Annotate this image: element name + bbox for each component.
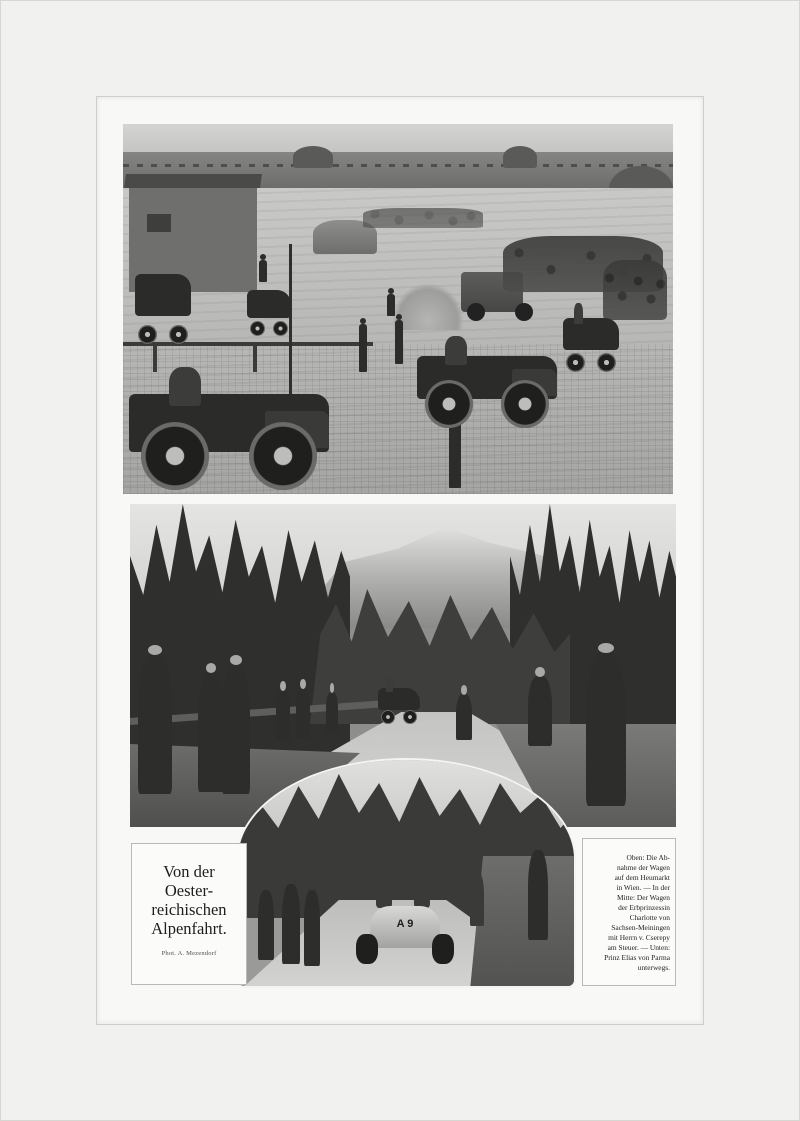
photo-racer-vignette [236,758,576,988]
person [259,260,267,282]
photo-heumarkt-square [123,124,673,494]
spectator [528,676,552,746]
gravel-mound [393,284,463,330]
touring-car [417,356,557,428]
crowd-distant [363,208,483,228]
spectator [528,850,548,940]
spectator [198,672,224,792]
person [395,320,403,364]
photo-credit: Phot. A. Mezendorf [161,950,217,957]
caption-box [131,843,247,985]
car-number-plate: A 9 [396,918,414,930]
page-title: Von der Oester- reichischen Alpenfahrt. [151,862,227,938]
tree [503,146,537,168]
spectator [326,692,338,732]
touring-car-foreground [129,394,329,490]
fence-post [153,342,157,372]
parked-car [247,290,291,336]
spectator [470,872,484,926]
legend-box [582,838,676,986]
tree [293,146,333,168]
spectator-foreground [586,652,626,806]
spectator [258,890,274,960]
parked-car [135,274,191,344]
spectator [282,884,300,964]
fence-post [253,342,257,372]
legend-text: Oben: Die Ab- nahme der Wagen auf dem Heumarkt in Wien. — In der Mitte: Der Wagen der Erbprinzessin Charlotte von Sachsen-Meiningen mit Herrn v. Cserepy am Steuer. — Unten: Prinz Elias von Parma unterwegs. [604,853,670,972]
spectator [304,890,320,966]
person [359,324,367,372]
spectator [296,688,310,738]
crowd [603,260,667,320]
spectator [276,690,290,740]
person [387,294,395,316]
spectator [138,654,172,794]
race-car-14 [378,688,420,724]
spectator [456,694,472,740]
car [563,318,619,372]
race-car-a9 [356,884,454,964]
